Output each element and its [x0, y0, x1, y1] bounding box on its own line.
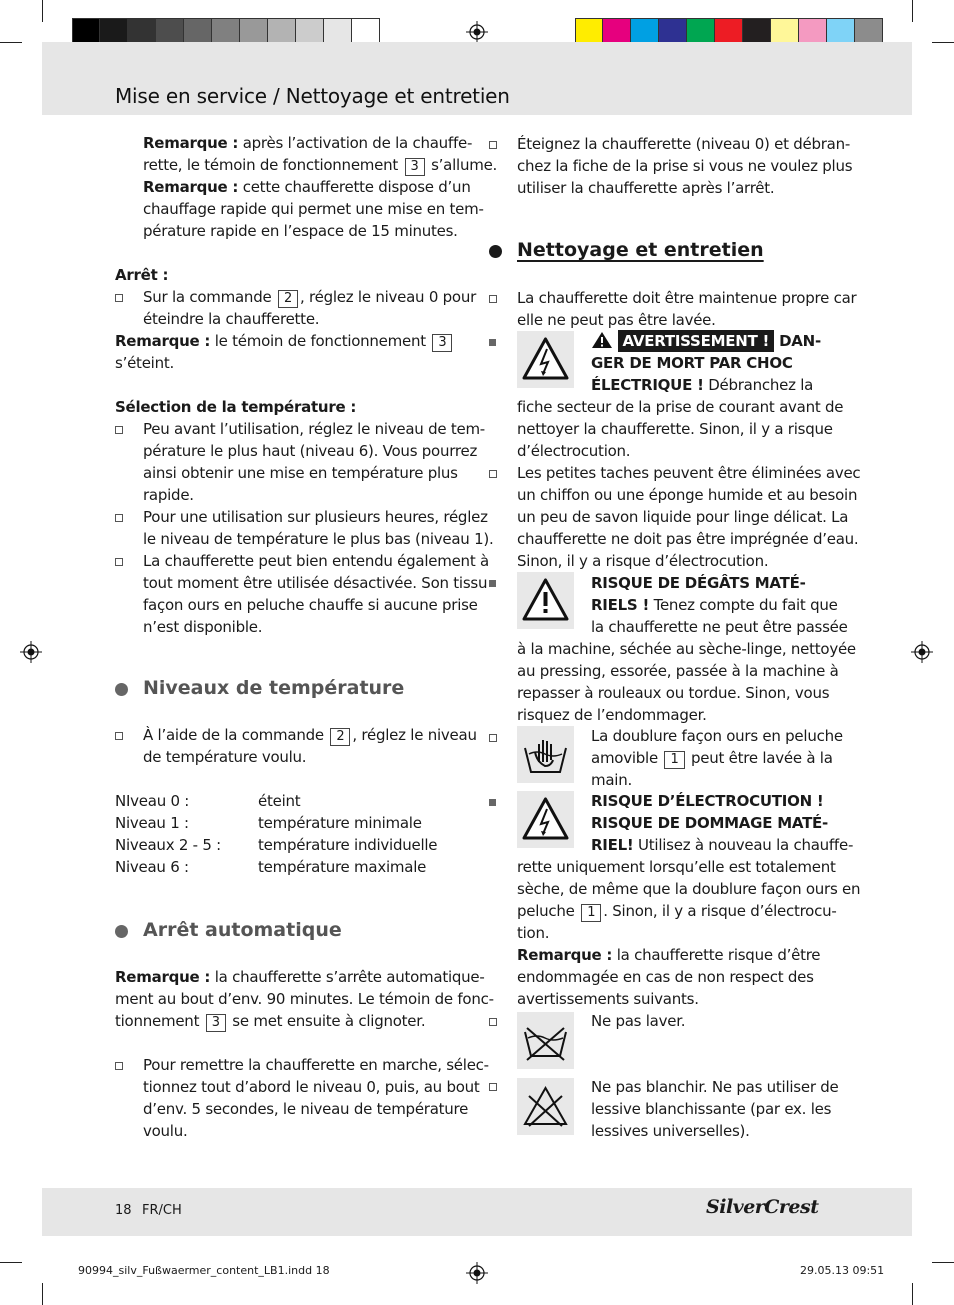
warning-line: d’électrocution. [517, 442, 631, 460]
level-name: Niveau 1 : [115, 814, 189, 832]
list-item: Sur la commande 2 , réglez le niveau 0 pour [143, 288, 477, 306]
list-item: tout moment être utilisée désactivée. Son tissu [143, 574, 488, 592]
list-item: un peu de savon liquide pour linge délicat. La [517, 508, 849, 526]
list-item: amovible 1 peut être lavée à la [591, 749, 833, 767]
language-code: FR/CH [142, 1203, 182, 1218]
part-number-box: 3 [432, 334, 452, 352]
list-bullet [115, 426, 123, 434]
do-not-wash-icon [517, 1012, 574, 1069]
warning-line: au pressing, essorée, passée à la machine à [517, 662, 839, 680]
part-number-box: 3 [405, 158, 425, 176]
crop-mark [912, 1283, 913, 1305]
warning-line: RIEL! Utilisez à nouveau la chauffe- [591, 836, 854, 854]
list-item: d’env. 5 secondes, le niveau de température [143, 1100, 469, 1118]
warning-line: rette uniquement lorsqu’elle est totalement [517, 858, 836, 876]
page-number: 18 [115, 1203, 132, 1218]
warning-line: la chaufferette ne peut être passée [591, 618, 848, 636]
crop-mark [0, 42, 22, 43]
remark-line: ment au bout d’env. 90 minutes. Le témoin de fonc- [115, 990, 494, 1008]
level-desc: température maximale [258, 858, 427, 876]
warning-line: à la machine, séchée au sèche-linge, nettoyée [517, 640, 856, 658]
list-item: À l’aide de la commande 2 , réglez le niveau [143, 726, 477, 744]
crop-mark [0, 1262, 22, 1263]
warning-line: RISQUE DE DOMMAGE MATÉ- [591, 814, 829, 832]
list-item: pérature le plus haut (niveau 6). Vous pourrez [143, 442, 478, 460]
level-desc: éteint [258, 792, 301, 810]
level-desc: température minimale [258, 814, 422, 832]
subheading-temp-selection: Sélection de la température : [115, 398, 357, 416]
list-item: chaufferette ne doit pas être imprégnée d’eau. [517, 530, 859, 548]
remark-line: Remarque : la chaufferette risque d’être [517, 946, 821, 964]
level-desc: température individuelle [258, 836, 438, 854]
list-item: ainsi obtenir une mise en température plus [143, 464, 458, 482]
list-item: La chaufferette peut bien entendu également à [143, 552, 489, 570]
remark-line: rette, le témoin de fonctionnement 3 s’allume. [143, 156, 498, 174]
list-item: La doublure façon ours en peluche [591, 727, 843, 745]
list-bullet [115, 732, 123, 740]
list-item: Ne pas laver. [591, 1012, 686, 1030]
remark-line: Remarque : la chaufferette s’arrête automatique- [115, 968, 485, 986]
list-item: n’est disponible. [143, 618, 263, 636]
warning-line: AVERTISSEMENT ! DAN- [591, 330, 821, 352]
list-item: Pour remettre la chaufferette en marche, sélec- [143, 1056, 489, 1074]
list-item: Sinon, il y a risque d’électrocution. [517, 552, 769, 570]
warning-triangle-icon [591, 331, 613, 349]
section-title-cleaning: Nettoyage et entretien [517, 239, 764, 261]
print-date: 29.05.13 09:51 [800, 1264, 885, 1277]
warning-line: risquez de l’endommager. [517, 706, 707, 724]
list-item: un chiffon ou une éponge humide et au besoin [517, 486, 858, 504]
hand-wash-icon [517, 726, 574, 783]
subheading-stop: Arrêt : [115, 266, 169, 284]
remark-line: s’éteint. [115, 354, 174, 372]
warning-line: nettoyer la chaufferette. Sinon, il y a risque [517, 420, 833, 438]
list-item: Les petites taches peuvent être éliminées avec [517, 464, 861, 482]
list-bullet [115, 514, 123, 522]
file-info: 90994_silv_Fußwaermer_content_LB1.indd 18 [78, 1264, 330, 1277]
remark-line: chauffage rapide qui permet une mise en tem- [143, 200, 484, 218]
section-title-auto-off: Arrêt automatique [143, 919, 342, 941]
list-item: utiliser la chaufferette après l’arrêt. [517, 179, 775, 197]
electric-hazard-icon [517, 791, 574, 848]
crop-mark [932, 42, 954, 43]
list-item: de température voulu. [143, 748, 307, 766]
part-number-box: 1 [664, 751, 684, 769]
remark-line: Remarque : après l’activation de la chauffe- [143, 134, 473, 152]
registration-mark-icon [911, 641, 933, 663]
level-name: NIveau 0 : [115, 792, 190, 810]
list-item: lessives universelles). [591, 1122, 750, 1140]
section-bullet-icon [115, 683, 128, 696]
warning-badge: AVERTISSEMENT ! [618, 330, 775, 352]
remark-line: avertissements suivants. [517, 990, 699, 1008]
part-number-box: 2 [278, 290, 298, 308]
remark-line: Remarque : cette chaufferette dispose d’un [143, 178, 471, 196]
list-item: rapide. [143, 486, 194, 504]
list-item: lessive blanchissante (par ex. les [591, 1100, 832, 1118]
warning-line: RISQUE DE DÉGÂTS MATÉ- [591, 574, 806, 592]
list-item: Ne pas blanchir. Ne pas utiliser de [591, 1078, 839, 1096]
list-bullet [489, 1018, 497, 1026]
list-item: voulu. [143, 1122, 188, 1140]
registration-mark-icon [20, 641, 42, 663]
warning-line: tion. [517, 924, 550, 942]
list-item: main. [591, 771, 632, 789]
list-bullet [489, 339, 496, 346]
warning-line: peluche 1 . Sinon, il y a risque d’électrocu- [517, 902, 837, 920]
list-item: Pour une utilisation sur plusieurs heures, réglez [143, 508, 488, 526]
list-bullet [489, 1083, 497, 1091]
list-bullet [489, 470, 497, 478]
list-bullet [489, 141, 497, 149]
list-bullet [115, 558, 123, 566]
level-name: Niveau 6 : [115, 858, 189, 876]
part-number-box: 2 [330, 728, 350, 746]
warning-line: fiche secteur de la prise de courant avant de [517, 398, 844, 416]
list-item: Éteignez la chaufferette (niveau 0) et débran- [517, 135, 851, 153]
list-item: le niveau de température le plus bas (niveau 1). [143, 530, 494, 548]
remark-line: pérature rapide en l’espace de 15 minutes. [143, 222, 458, 240]
section-bullet-icon [115, 925, 128, 938]
list-item: Peu avant l’utilisation, réglez le niveau de tem- [143, 420, 485, 438]
list-item: façon ours en peluche chauffe si aucune prise [143, 596, 478, 614]
list-bullet [489, 295, 497, 303]
list-bullet [489, 580, 496, 587]
remark-line: tionnement 3 se met ensuite à clignoter. [115, 1012, 426, 1030]
list-bullet [489, 799, 496, 806]
crop-mark [42, 0, 43, 22]
electric-hazard-icon [517, 331, 574, 388]
level-name: Niveaux 2 - 5 : [115, 836, 221, 854]
registration-mark-icon [466, 21, 488, 43]
page-title: Mise en service / Nettoyage et entretien [115, 84, 510, 108]
crop-mark [932, 1262, 954, 1263]
crop-mark [42, 1283, 43, 1305]
section-bullet-icon [489, 245, 502, 258]
warning-line: RISQUE D’ÉLECTROCUTION ! [591, 792, 824, 810]
warning-line: repasser à rouleaux ou tordue. Sinon, vous [517, 684, 830, 702]
list-item: chez la fiche de la prise si vous ne voulez plus [517, 157, 853, 175]
remark-line: Remarque : le témoin de fonctionnement 3 [115, 330, 454, 352]
warning-line: sèche, de même que la doublure façon ours en [517, 880, 861, 898]
registration-mark-icon [466, 1262, 488, 1284]
caution-icon [517, 572, 574, 629]
remark-line: endommagée en cas de non respect des [517, 968, 814, 986]
list-bullet [115, 1062, 123, 1070]
list-item: La chaufferette doit être maintenue propre car [517, 289, 857, 307]
part-number-box: 1 [581, 904, 601, 922]
list-bullet [115, 294, 123, 302]
crop-mark [912, 0, 913, 22]
warning-line: ÉLECTRIQUE ! Débranchez la [591, 376, 814, 394]
warning-line: RIELS ! Tenez compte du fait que [591, 596, 838, 614]
part-number-box: 3 [206, 1014, 226, 1032]
do-not-bleach-icon [517, 1078, 574, 1135]
list-bullet [489, 734, 497, 742]
warning-line: GER DE MORT PAR CHOC [591, 354, 793, 372]
list-item: tionnez tout d’abord le niveau 0, puis, au bout [143, 1078, 480, 1096]
list-item: elle ne peut pas être lavée. [517, 311, 716, 329]
brand-logo: SilverCrest [706, 1196, 819, 1218]
list-item: éteindre la chaufferette. [143, 310, 320, 328]
section-title-levels: Niveaux de température [143, 677, 405, 699]
